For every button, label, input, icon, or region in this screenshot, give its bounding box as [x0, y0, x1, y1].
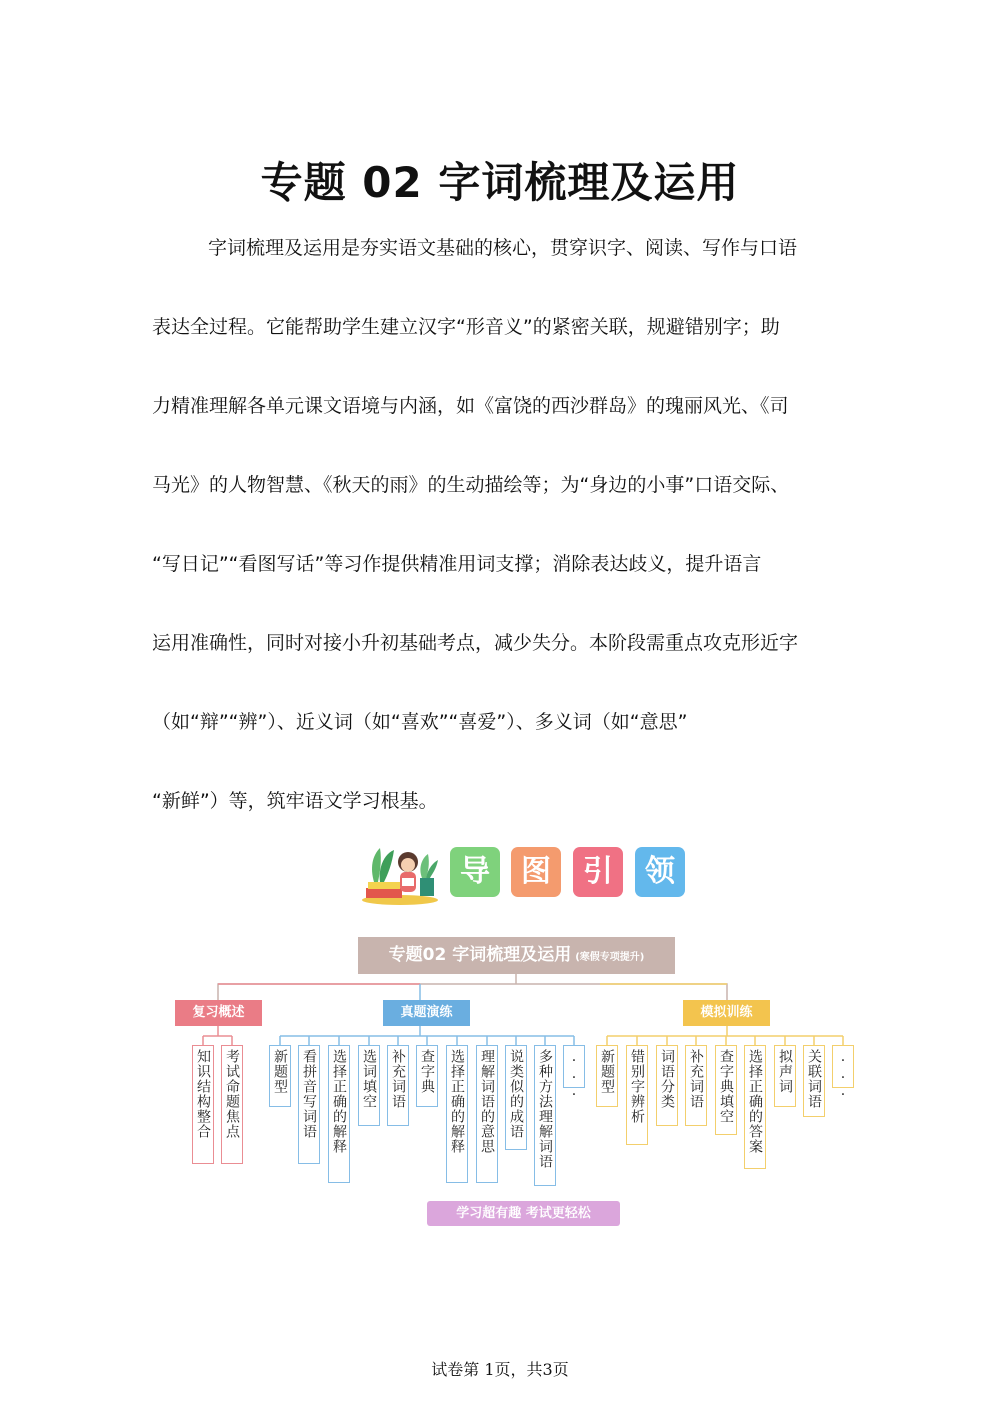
- paragraph-line: 马光》的人物智慧、《秋天的雨》的生动描绘等；为“身边的小事”口语交际、: [152, 474, 790, 496]
- intro-paragraph: [152, 236, 852, 868]
- leaf-more-yellow: ...: [832, 1045, 854, 1088]
- leaf-complete-words: 补充词语: [387, 1045, 409, 1126]
- leaf-word-classification: 词语分类: [656, 1045, 678, 1126]
- leaf-choose-explanation-2: 选择正确的解释: [446, 1045, 468, 1183]
- paragraph-line: 运用准确性，同时对接小升初基础考点，减少失分。本阶段需重点攻克形近字: [152, 632, 799, 654]
- leaf-dictionary: 查字典: [416, 1045, 438, 1107]
- leaf-fill-in-words: 选词填空: [358, 1045, 380, 1126]
- leaf-complete-words-mock: 补充词语: [685, 1045, 707, 1126]
- banner-char-dao: 导: [450, 847, 500, 897]
- page-footer: 试卷第 1页，共3页: [431, 1360, 569, 1379]
- paragraph-line: 力精准理解各单元课文语境与内涵，如《富饶的西沙群岛》的瑰丽风光、《司: [152, 395, 789, 417]
- leaf-similar-idioms: 说类似的成语: [505, 1045, 527, 1150]
- leaf-choose-answer: 选择正确的答案: [744, 1045, 766, 1169]
- leaf-new-question-type: 新题型: [269, 1045, 291, 1107]
- mindmap-slogan: 学习超有趣 考试更轻松: [427, 1201, 620, 1226]
- paragraph-line: 表达全过程。它能帮助学生建立汉字“形音义”的紧密关联，规避错别字；助: [152, 316, 780, 338]
- mindmap-root-label: 专题02 字词梳理及运用: [388, 945, 572, 965]
- leaf-choose-explanation: 选择正确的解释: [328, 1045, 350, 1183]
- mindmap-root-suffix: (寒假专项提升): [575, 952, 645, 963]
- paragraph-line: 字词梳理及运用是夯实语文基础的核心，贯穿识字、阅读、写作与口语: [208, 237, 798, 259]
- paragraph-line: “新鲜”）等，筑牢语文学习根基。: [152, 790, 438, 812]
- paragraph-line: （如“辩”“辨”）、近义词（如“喜欢”“喜爱”）、多义词（如“意思”: [152, 711, 688, 733]
- leaf-knowledge-structure: 知识结构整合: [192, 1045, 214, 1164]
- mindmap-root: [358, 937, 675, 974]
- page-title: 专题 02 字词梳理及运用: [260, 158, 740, 207]
- leaf-word-meaning: 理解词语的意思: [476, 1045, 498, 1183]
- banner-char-ling: 领: [635, 847, 685, 897]
- banner-char-yin: 引: [573, 847, 623, 897]
- leaf-new-question-type-mock: 新题型: [596, 1045, 618, 1107]
- branch-review-overview: 复习概述: [175, 1000, 262, 1026]
- banner-char-tu: 图: [511, 847, 561, 897]
- leaf-typo-analysis: 错别字辨析: [626, 1045, 648, 1145]
- leaf-exam-focus: 考试命题焦点: [221, 1045, 243, 1164]
- leaf-pinyin-to-words: 看拼音写词语: [298, 1045, 320, 1164]
- reading-girl-illustration: [360, 838, 440, 906]
- leaf-related-words: 关联词语: [803, 1045, 825, 1117]
- guide-banner: [360, 838, 690, 906]
- paragraph-line: “写日记”“看图写话”等习作提供精准用词支撑；消除表达歧义，提升语言: [152, 553, 762, 575]
- leaf-onomatopoeia: 拟声词: [774, 1045, 796, 1107]
- leaf-dictionary-fill: 查字典填空: [715, 1045, 737, 1135]
- branch-mock-training: 模拟训练: [683, 1000, 770, 1026]
- leaf-multiple-methods: 多种方法理解词语: [534, 1045, 556, 1186]
- branch-real-exam-practice: 真题演练: [383, 1000, 470, 1026]
- leaf-more-blue: ...: [563, 1045, 585, 1088]
